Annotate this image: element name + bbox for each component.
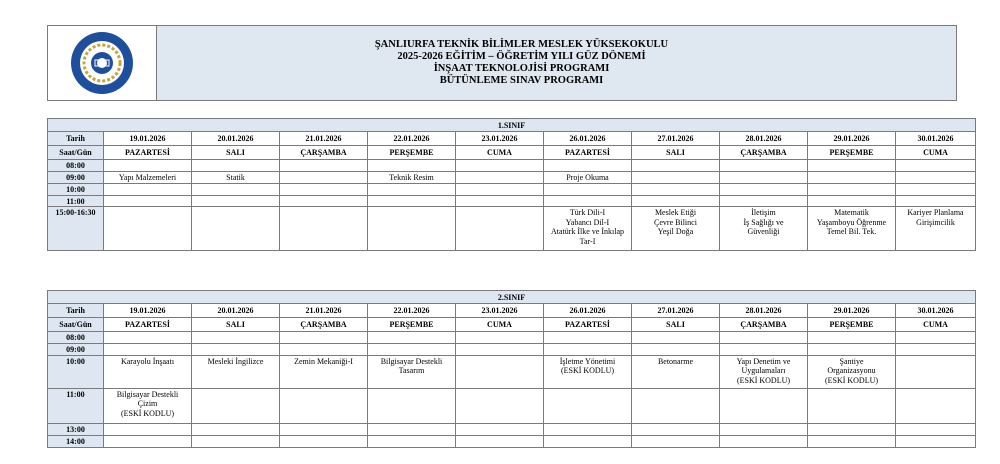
exam-course-line: İletişim bbox=[751, 208, 776, 217]
exam-cell bbox=[192, 343, 280, 355]
university-logo bbox=[59, 30, 145, 96]
exam-cell bbox=[368, 343, 456, 355]
exam-cell bbox=[104, 195, 192, 207]
date-cell: 29.01.2026 bbox=[808, 132, 896, 146]
exam-cell bbox=[632, 183, 720, 195]
time-label: 08:00 bbox=[48, 160, 104, 172]
header-line-program: İNŞAAT TEKNOLOJİSİ PROGRAMI bbox=[433, 63, 610, 74]
exam-cell bbox=[456, 183, 544, 195]
time-day-label: Saat/Gün bbox=[48, 318, 104, 332]
time-label: 14:00 bbox=[48, 435, 104, 447]
exam-course-line: (ESKİ KODLU) bbox=[120, 408, 175, 418]
header-line-school: ŞANLIURFA TEKNİK BİLİMLER MESLEK YÜKSEKOKULU bbox=[374, 39, 669, 50]
exam-course-line: Statik bbox=[226, 172, 245, 182]
exam-cell bbox=[544, 423, 632, 435]
exam-cell bbox=[632, 171, 720, 183]
exam-course-line: Teknik Resim bbox=[389, 172, 434, 182]
day-cell: ÇARŞAMBA bbox=[280, 318, 368, 332]
exam-cell bbox=[544, 160, 632, 172]
exam-cell bbox=[456, 423, 544, 435]
exam-cell bbox=[808, 195, 896, 207]
exam-cell bbox=[808, 423, 896, 435]
day-cell: PERŞEMBE bbox=[808, 318, 896, 332]
day-cell: SALI bbox=[632, 318, 720, 332]
exam-course-line: Organizasyonu bbox=[827, 366, 876, 375]
exam-cell bbox=[280, 207, 368, 251]
exam-course-line: Proje Okuma bbox=[566, 172, 609, 182]
time-label: 09:00 bbox=[48, 171, 104, 183]
time-label: 11:00 bbox=[48, 388, 104, 423]
exam-cell bbox=[544, 343, 632, 355]
exam-cell bbox=[104, 332, 192, 344]
date-cell: 26.01.2026 bbox=[544, 132, 632, 146]
exam-course-line: Güvenliği bbox=[747, 227, 780, 236]
exam-cell bbox=[104, 171, 192, 183]
date-cell: 27.01.2026 bbox=[632, 132, 720, 146]
exam-course-line: Girişimcilik bbox=[916, 217, 955, 227]
schedule-table-class-2 bbox=[47, 290, 976, 448]
header-line-exam: BÜTÜNLEME SINAV PROGRAMI bbox=[439, 75, 604, 86]
date-cell: 28.01.2026 bbox=[720, 304, 808, 318]
date-cell: 22.01.2026 bbox=[368, 304, 456, 318]
time-slot-row bbox=[48, 355, 976, 388]
exam-cell bbox=[280, 423, 368, 435]
date-cell: 19.01.2026 bbox=[104, 132, 192, 146]
day-cell: CUMA bbox=[896, 318, 976, 332]
time-slot-row bbox=[48, 195, 976, 207]
exam-cell bbox=[896, 332, 976, 344]
exam-cell bbox=[544, 171, 632, 183]
exam-course-line: Bilgisayar Destekli bbox=[116, 389, 179, 399]
exam-cell bbox=[104, 423, 192, 435]
exam-course-line: Uygulamaları bbox=[741, 366, 786, 375]
time-slot-row bbox=[48, 207, 976, 251]
exam-course-line: Çizim bbox=[137, 399, 158, 408]
exam-cell bbox=[720, 207, 808, 251]
exam-course-line: Tar-I bbox=[579, 236, 596, 246]
exam-cell bbox=[720, 343, 808, 355]
exam-cell bbox=[104, 355, 192, 388]
exam-cell bbox=[632, 195, 720, 207]
exam-course-line: (ESKİ KODLU) bbox=[736, 375, 791, 385]
exam-cell bbox=[544, 332, 632, 344]
exam-course-line: Yeşil Doğa bbox=[657, 227, 694, 236]
exam-course-line: Yapı Malzemeleri bbox=[118, 172, 177, 182]
exam-cell bbox=[280, 355, 368, 388]
time-slot-row bbox=[48, 332, 976, 344]
date-cell: 30.01.2026 bbox=[896, 304, 976, 318]
exam-cell bbox=[456, 355, 544, 388]
class-banner-row bbox=[48, 291, 976, 304]
exam-cell bbox=[456, 388, 544, 423]
time-label: 11:00 bbox=[48, 195, 104, 207]
date-cell: 19.01.2026 bbox=[104, 304, 192, 318]
exam-course-line: Temel Bil. Tek. bbox=[826, 227, 877, 236]
exam-cell bbox=[456, 160, 544, 172]
exam-cell bbox=[368, 355, 456, 388]
exam-cell bbox=[544, 195, 632, 207]
exam-cell bbox=[632, 388, 720, 423]
exam-cell bbox=[896, 183, 976, 195]
exam-cell bbox=[720, 171, 808, 183]
exam-cell bbox=[192, 332, 280, 344]
exam-cell bbox=[280, 332, 368, 344]
exam-cell bbox=[368, 171, 456, 183]
class-title: 1.SINIF bbox=[48, 119, 976, 132]
exam-cell bbox=[280, 435, 368, 447]
exam-cell bbox=[632, 343, 720, 355]
exam-course-line: Zemin Mekaniği-I bbox=[294, 356, 353, 366]
date-cell: 20.01.2026 bbox=[192, 304, 280, 318]
date-row bbox=[48, 304, 976, 318]
time-slot-row bbox=[48, 160, 976, 172]
date-label: Tarih bbox=[48, 132, 104, 146]
exam-cell bbox=[456, 343, 544, 355]
exam-cell bbox=[192, 160, 280, 172]
exam-cell bbox=[368, 160, 456, 172]
time-label: 09:00 bbox=[48, 343, 104, 355]
header-line-year: 2025-2026 EĞİTİM – ÖĞRETİM YILI GÜZ DÖNEMİ bbox=[397, 51, 646, 62]
exam-cell bbox=[808, 355, 896, 388]
day-cell: ÇARŞAMBA bbox=[720, 146, 808, 160]
day-cell: ÇARŞAMBA bbox=[720, 318, 808, 332]
exam-cell bbox=[808, 332, 896, 344]
exam-cell bbox=[720, 388, 808, 423]
time-slot-row bbox=[48, 435, 976, 447]
exam-cell bbox=[720, 355, 808, 388]
date-cell: 22.01.2026 bbox=[368, 132, 456, 146]
schedule-table-class-1 bbox=[47, 118, 976, 251]
exam-cell bbox=[896, 207, 976, 251]
logo-cell bbox=[48, 26, 157, 100]
exam-course-line: Çevre Bilinci bbox=[654, 217, 697, 227]
exam-cell bbox=[192, 207, 280, 251]
exam-cell bbox=[280, 343, 368, 355]
exam-course-line: Atatürk İlke ve İnkılap bbox=[550, 227, 625, 236]
exam-cell bbox=[280, 171, 368, 183]
time-slot-row bbox=[48, 343, 976, 355]
exam-cell bbox=[808, 388, 896, 423]
exam-cell bbox=[896, 388, 976, 423]
day-cell: PAZARTESİ bbox=[104, 318, 192, 332]
exam-cell bbox=[104, 183, 192, 195]
exam-course-line: İşletme Yönetimi bbox=[559, 356, 616, 366]
date-cell: 23.01.2026 bbox=[456, 304, 544, 318]
exam-cell bbox=[632, 435, 720, 447]
exam-cell bbox=[192, 183, 280, 195]
exam-cell bbox=[544, 183, 632, 195]
exam-cell bbox=[456, 332, 544, 344]
exam-cell bbox=[896, 343, 976, 355]
day-cell: PERŞEMBE bbox=[368, 318, 456, 332]
exam-cell bbox=[896, 355, 976, 388]
exam-cell bbox=[104, 388, 192, 423]
date-cell: 23.01.2026 bbox=[456, 132, 544, 146]
exam-course-line: Şantiye bbox=[839, 356, 864, 366]
day-cell: PAZARTESİ bbox=[104, 146, 192, 160]
exam-cell bbox=[456, 171, 544, 183]
exam-cell bbox=[192, 423, 280, 435]
exam-cell bbox=[456, 207, 544, 251]
day-cell: PAZARTESİ bbox=[544, 318, 632, 332]
day-cell: PAZARTESİ bbox=[544, 146, 632, 160]
date-cell: 30.01.2026 bbox=[896, 132, 976, 146]
header-title bbox=[157, 26, 956, 100]
exam-cell bbox=[104, 207, 192, 251]
exam-cell bbox=[544, 435, 632, 447]
exam-course-line: Türk Dili-I bbox=[569, 208, 606, 217]
exam-cell bbox=[896, 195, 976, 207]
date-cell: 21.01.2026 bbox=[280, 304, 368, 318]
exam-cell bbox=[720, 435, 808, 447]
time-label: 15:00-16:30 bbox=[48, 207, 104, 251]
exam-cell bbox=[720, 160, 808, 172]
time-label: 13:00 bbox=[48, 423, 104, 435]
exam-cell bbox=[280, 388, 368, 423]
exam-cell bbox=[280, 183, 368, 195]
exam-cell bbox=[368, 195, 456, 207]
exam-cell bbox=[368, 388, 456, 423]
day-cell: SALI bbox=[632, 146, 720, 160]
exam-cell bbox=[808, 171, 896, 183]
exam-course-line: Karayolu İnşaatı bbox=[120, 356, 175, 366]
exam-cell bbox=[808, 435, 896, 447]
time-label: 10:00 bbox=[48, 355, 104, 388]
exam-cell bbox=[896, 171, 976, 183]
exam-cell bbox=[104, 435, 192, 447]
exam-cell bbox=[720, 183, 808, 195]
exam-course-line: (ESKİ KODLU) bbox=[560, 366, 615, 375]
date-label: Tarih bbox=[48, 304, 104, 318]
exam-course-line: Matematik bbox=[834, 208, 869, 217]
exam-course-line: Kariyer Planlama bbox=[907, 208, 964, 217]
date-cell: 28.01.2026 bbox=[720, 132, 808, 146]
time-label: 08:00 bbox=[48, 332, 104, 344]
time-slot-row bbox=[48, 423, 976, 435]
exam-cell bbox=[808, 343, 896, 355]
exam-cell bbox=[632, 332, 720, 344]
day-cell: ÇARŞAMBA bbox=[280, 146, 368, 160]
exam-cell bbox=[104, 343, 192, 355]
exam-cell bbox=[632, 160, 720, 172]
exam-cell bbox=[192, 355, 280, 388]
exam-cell bbox=[192, 195, 280, 207]
exam-cell bbox=[368, 207, 456, 251]
exam-course-line: Meslek Etiği bbox=[654, 208, 697, 217]
date-cell: 26.01.2026 bbox=[544, 304, 632, 318]
exam-cell bbox=[368, 332, 456, 344]
exam-course-line: Yapı Denetim ve bbox=[736, 356, 791, 366]
date-cell: 21.01.2026 bbox=[280, 132, 368, 146]
exam-cell bbox=[192, 171, 280, 183]
exam-cell bbox=[720, 195, 808, 207]
exam-cell bbox=[544, 207, 632, 251]
exam-cell bbox=[544, 355, 632, 388]
time-slot-row bbox=[48, 183, 976, 195]
exam-cell bbox=[368, 183, 456, 195]
date-cell: 29.01.2026 bbox=[808, 304, 896, 318]
time-slot-row bbox=[48, 388, 976, 423]
exam-cell bbox=[192, 388, 280, 423]
exam-cell bbox=[808, 207, 896, 251]
date-row bbox=[48, 132, 976, 146]
exam-course-line: (ESKİ KODLU) bbox=[824, 375, 879, 385]
time-day-label: Saat/Gün bbox=[48, 146, 104, 160]
exam-cell bbox=[544, 388, 632, 423]
exam-course-line: Bilgisayar Destekli bbox=[380, 356, 443, 366]
day-cell: PERŞEMBE bbox=[808, 146, 896, 160]
document-header bbox=[47, 25, 957, 101]
exam-cell bbox=[808, 160, 896, 172]
day-row bbox=[48, 318, 976, 332]
exam-cell bbox=[456, 435, 544, 447]
exam-cell bbox=[280, 195, 368, 207]
exam-cell bbox=[456, 195, 544, 207]
day-cell: SALI bbox=[192, 318, 280, 332]
exam-cell bbox=[896, 423, 976, 435]
day-cell: CUMA bbox=[456, 318, 544, 332]
time-slot-row bbox=[48, 171, 976, 183]
class-banner-row bbox=[48, 119, 976, 132]
date-cell: 27.01.2026 bbox=[632, 304, 720, 318]
day-cell: PERŞEMBE bbox=[368, 146, 456, 160]
exam-cell bbox=[104, 160, 192, 172]
exam-cell bbox=[632, 355, 720, 388]
exam-cell bbox=[808, 183, 896, 195]
exam-cell bbox=[896, 435, 976, 447]
exam-course-line: İş Sağlığı ve bbox=[743, 217, 784, 227]
exam-course-line: Yaşamboyu Öğrenme bbox=[816, 217, 887, 227]
exam-cell bbox=[368, 435, 456, 447]
time-label: 10:00 bbox=[48, 183, 104, 195]
day-cell: CUMA bbox=[896, 146, 976, 160]
day-row bbox=[48, 146, 976, 160]
exam-course-line: Yabancı Dil-I bbox=[565, 217, 610, 227]
exam-cell bbox=[632, 423, 720, 435]
exam-course-line: Tasarım bbox=[398, 366, 425, 375]
exam-cell bbox=[368, 423, 456, 435]
exam-cell bbox=[632, 207, 720, 251]
day-cell: SALI bbox=[192, 146, 280, 160]
day-cell: CUMA bbox=[456, 146, 544, 160]
exam-cell bbox=[192, 435, 280, 447]
exam-course-line: Betonarme bbox=[657, 356, 694, 366]
exam-cell bbox=[720, 332, 808, 344]
exam-cell bbox=[896, 160, 976, 172]
exam-cell bbox=[720, 423, 808, 435]
date-cell: 20.01.2026 bbox=[192, 132, 280, 146]
exam-cell bbox=[280, 160, 368, 172]
class-title: 2.SINIF bbox=[48, 291, 976, 304]
exam-course-line: Mesleki İngilizce bbox=[207, 356, 264, 366]
